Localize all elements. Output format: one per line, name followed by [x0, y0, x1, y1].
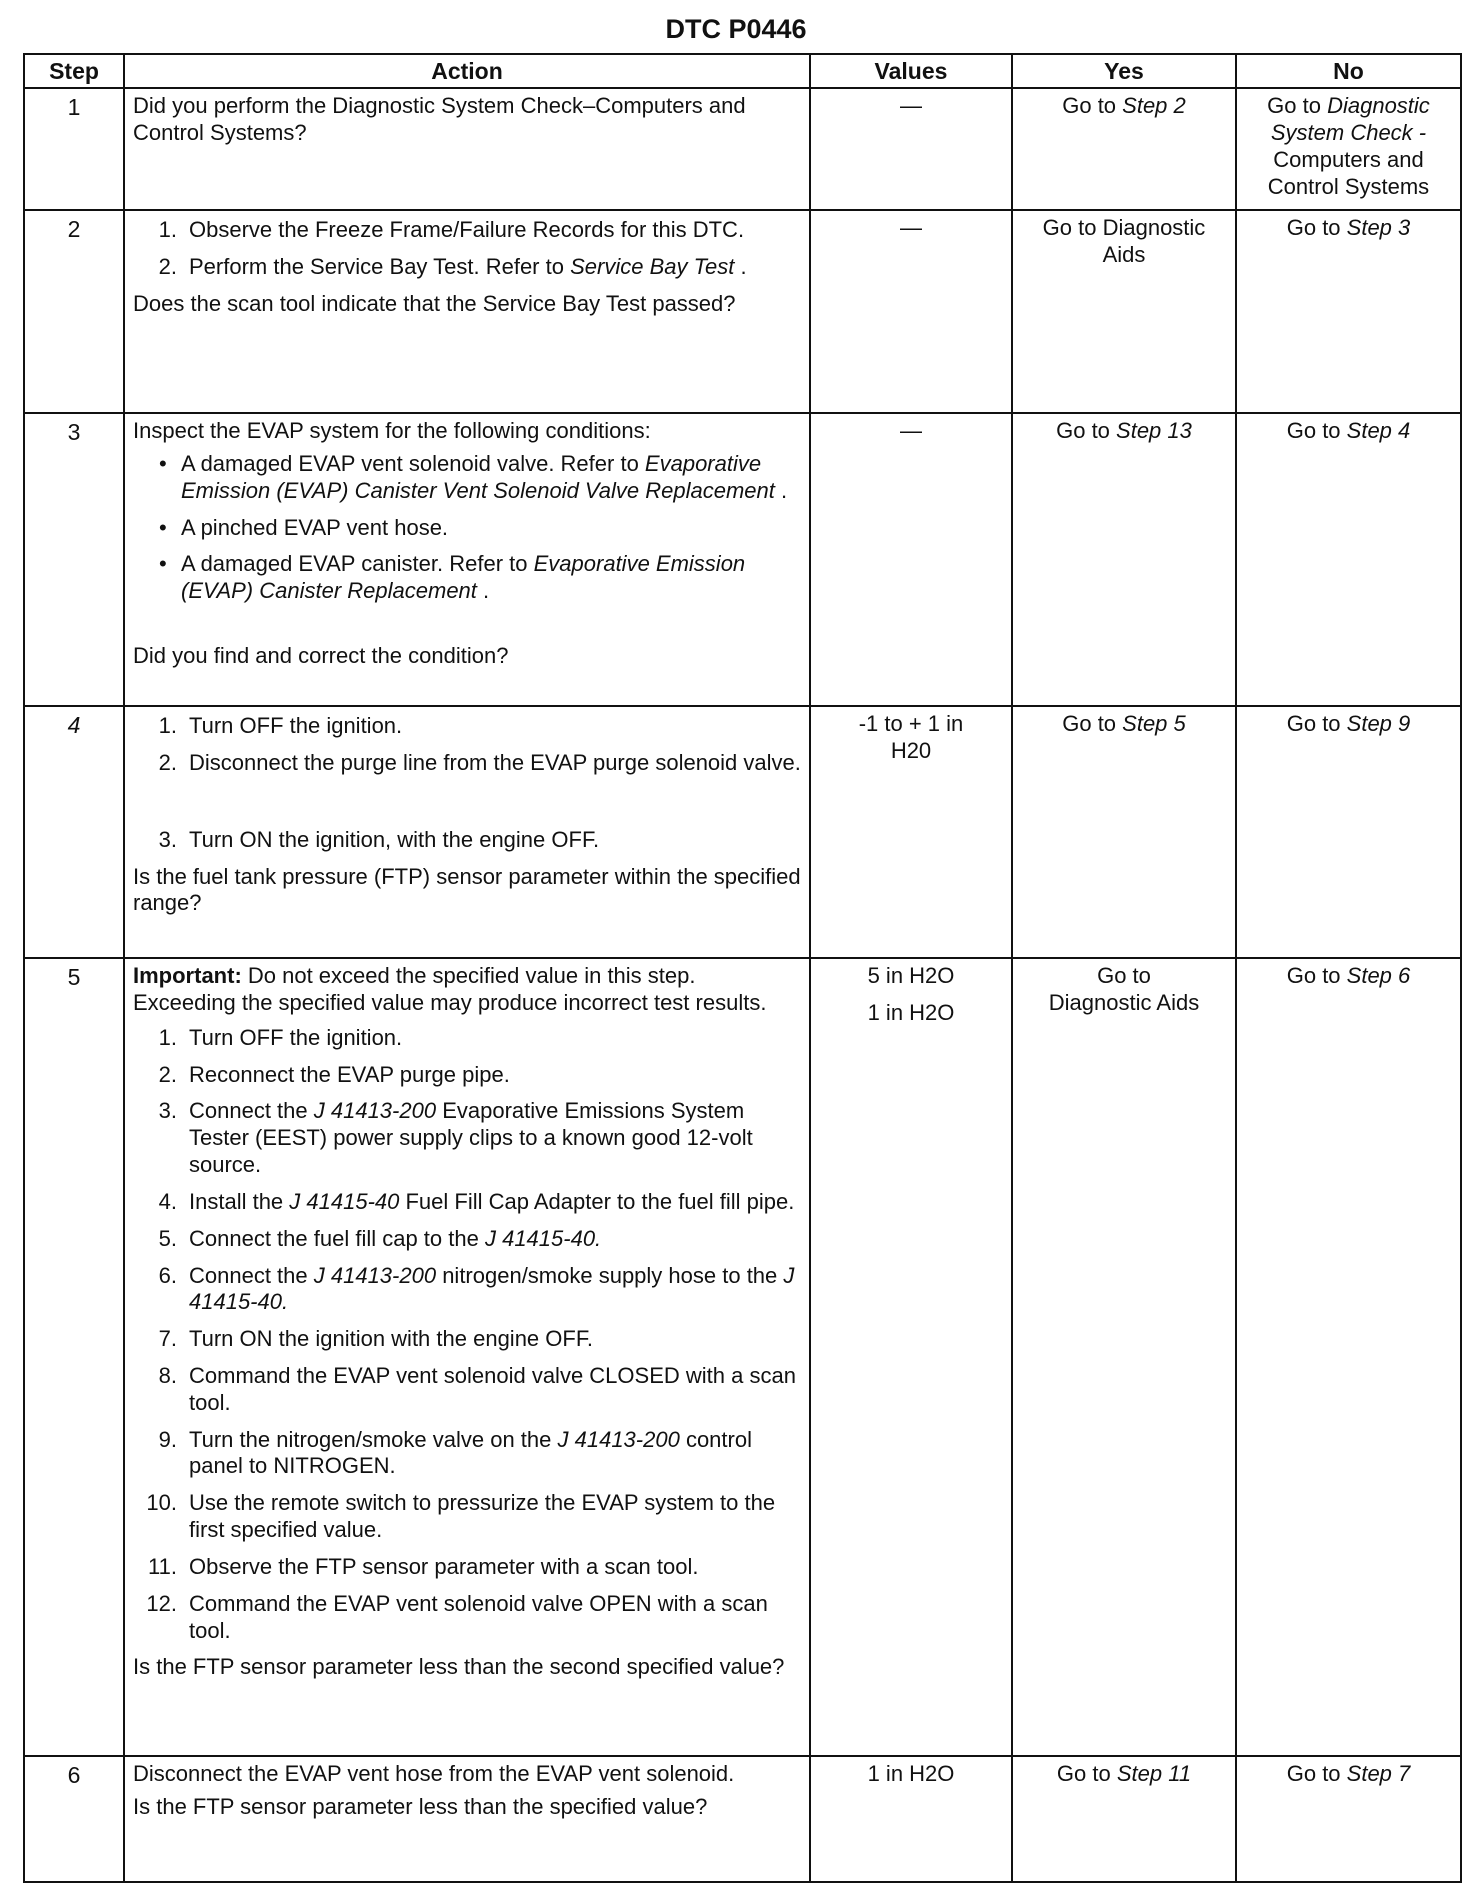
action-cell	[124, 1756, 810, 1882]
question-text: Did you perform the Diagnostic System Check–Computers and Control Systems?	[133, 93, 746, 145]
action-cell	[124, 958, 810, 1756]
step-reference: Step 9	[1346, 711, 1411, 737]
no-cell: Go to Step 7	[1236, 1756, 1461, 1882]
step-number: 4	[24, 706, 124, 958]
instruction-text: Disconnect the EVAP vent hose from the EVAP vent solenoid.	[133, 1761, 735, 1787]
list-item: 1. Turn OFF the ignition.	[158, 1024, 403, 1050]
dtc-table	[23, 53, 1462, 1883]
header-action: Action	[124, 54, 810, 88]
values-cell: —	[810, 210, 1012, 413]
tool-reference: J 41413-200	[557, 1426, 680, 1452]
list-item: 1. Observe the Freeze Frame/Failure Records for this DTC.	[158, 217, 745, 243]
list-item: 10. Use the remote switch to pressurize the EVAP system to the first specified value.	[146, 1490, 776, 1543]
values-cell: 1 in H2O	[810, 1756, 1012, 1882]
step-reference: Step 2	[1122, 93, 1186, 119]
list-item: 11. Observe the FTP sensor parameter with a scan tool.	[148, 1553, 699, 1579]
step-number: 2	[24, 210, 124, 413]
list-item: 9. Turn the nitrogen/smoke valve on the J 41413-200 control panel to NITROGEN.	[158, 1426, 752, 1479]
procedure-list	[133, 713, 801, 853]
action-cell	[124, 210, 810, 413]
list-item: 5. Connect the fuel fill cap to the J 41415-40.	[158, 1225, 602, 1251]
list-item: 3. Turn ON the ignition, with the engine OFF.	[158, 826, 600, 852]
action-cell	[124, 88, 810, 210]
doc-reference: Evaporative Emission (EVAP) Canister Vent Solenoid Valve Replacement	[181, 450, 775, 503]
tool-reference: J 41415-40	[289, 1188, 400, 1214]
no-cell: Go to Diagnostic System Check - Computers and Control Systems	[1236, 88, 1461, 210]
tool-reference: J 41413-200	[313, 1098, 437, 1124]
header-step: Step	[24, 54, 124, 88]
important-note: Important: Do not exceed the specified value in this step. Exceeding the specified value may produce incorrect test results.	[133, 963, 767, 1015]
action-cell	[124, 706, 810, 958]
value-first: 5 in H2O	[867, 963, 955, 989]
step-reference: Step 5	[1122, 711, 1186, 737]
yes-cell: Go to Step 13	[1012, 413, 1236, 706]
doc-reference: Evaporative Emission (EVAP) Canister Replacement	[181, 551, 746, 604]
yes-cell: Go to Step 11	[1012, 1756, 1236, 1882]
yes-cell: Go to Diagnostic Aids	[1012, 958, 1236, 1756]
yes-cell: Go to Diagnostic Aids	[1012, 210, 1236, 413]
list-item: 7. Turn ON the ignition with the engine OFF.	[158, 1326, 593, 1352]
step-reference: Step 11	[1116, 1761, 1192, 1787]
tool-reference: J 41415-40.	[189, 1262, 795, 1315]
step-number: 5	[24, 958, 124, 1756]
action-cell	[124, 413, 810, 706]
list-item: 2. Perform the Service Bay Test. Refer to Service Bay Test .	[158, 253, 747, 279]
list-item: • A damaged EVAP canister. Refer to Evaporative Emission (EVAP) Canister Replacement .	[159, 551, 746, 604]
doc-reference: Service Bay Test	[570, 253, 735, 279]
table-row	[24, 958, 1461, 1756]
table-row	[24, 413, 1461, 706]
list-item: • A pinched EVAP vent hose.	[159, 514, 449, 540]
values-cell: -1 to + 1 in H20	[810, 706, 1012, 958]
no-cell: Go to Step 9	[1236, 706, 1461, 958]
yes-cell: Go to Step 5	[1012, 706, 1236, 958]
procedure-list	[133, 217, 801, 281]
step-reference: Step 3	[1346, 215, 1411, 241]
question-text: Is the fuel tank pressure (FTP) sensor parameter within the specified range?	[133, 863, 801, 916]
question-text: Does the scan tool indicate that the Service Bay Test passed?	[133, 290, 736, 316]
intro-text: Inspect the EVAP system for the following conditions:	[133, 418, 651, 444]
doc-reference: Diagnostic System Check -	[1270, 93, 1430, 145]
value-second: 1 in H2O	[867, 999, 955, 1025]
question-text: Is the FTP sensor parameter less than the second specified value?	[133, 1654, 785, 1680]
yes-cell: Go to Step 2	[1012, 88, 1236, 210]
list-item: 2. Reconnect the EVAP purge pipe.	[158, 1061, 510, 1087]
table-row	[24, 88, 1461, 210]
list-item: 3. Connect the J 41413-200 Evaporative Emissions System Tester (EEST) power supply clips to a known good 12-volt source.	[158, 1098, 753, 1178]
no-cell: Go to Step 3	[1236, 210, 1461, 413]
procedure-list	[133, 1025, 801, 1645]
tool-reference: J 41415-40.	[484, 1225, 602, 1251]
values-cell: —	[810, 413, 1012, 706]
list-item: 1. Turn OFF the ignition.	[158, 713, 403, 739]
list-item: 6. Connect the J 41413-200 nitrogen/smoke supply hose to the J 41415-40.	[158, 1262, 795, 1315]
no-cell: Go to Step 4	[1236, 413, 1461, 706]
list-item: 2. Disconnect the purge line from the EVAP purge solenoid valve.	[158, 749, 801, 775]
step-reference: Step 4	[1346, 418, 1411, 444]
step-reference: Step 6	[1346, 963, 1411, 989]
list-item: 8. Command the EVAP vent solenoid valve CLOSED with a scan tool.	[158, 1362, 796, 1415]
question-text: Did you find and correct the condition?	[133, 643, 509, 669]
table-row	[24, 706, 1461, 958]
question-text: Is the FTP sensor parameter less than the specified value?	[133, 1793, 708, 1819]
page-title: DTC P0446	[665, 14, 807, 44]
header-no: No	[1236, 54, 1461, 88]
list-item: • A damaged EVAP vent solenoid valve. Refer to Evaporative Emission (EVAP) Canister Vent Solenoid Valve Replacement .	[159, 450, 788, 503]
condition-list	[133, 451, 801, 605]
list-item: 4. Install the J 41415-40 Fuel Fill Cap Adapter to the fuel fill pipe.	[158, 1188, 795, 1214]
step-reference: Step 13	[1116, 418, 1192, 444]
no-cell: Go to Step 6	[1236, 958, 1461, 1756]
step-number: 6	[24, 1756, 124, 1882]
header-values: Values	[810, 54, 1012, 88]
header-yes: Yes	[1012, 54, 1236, 88]
table-header-row	[24, 54, 1461, 88]
list-item: 12. Command the EVAP vent solenoid valve OPEN with a scan tool.	[146, 1590, 768, 1643]
step-reference: Step 7	[1346, 1761, 1411, 1787]
values-cell: —	[810, 88, 1012, 210]
table-row	[24, 1756, 1461, 1882]
step-number: 3	[24, 413, 124, 706]
step-number: 1	[24, 88, 124, 210]
table-row	[24, 210, 1461, 413]
values-cell	[810, 958, 1012, 1756]
tool-reference: J 41413-200	[313, 1262, 437, 1288]
